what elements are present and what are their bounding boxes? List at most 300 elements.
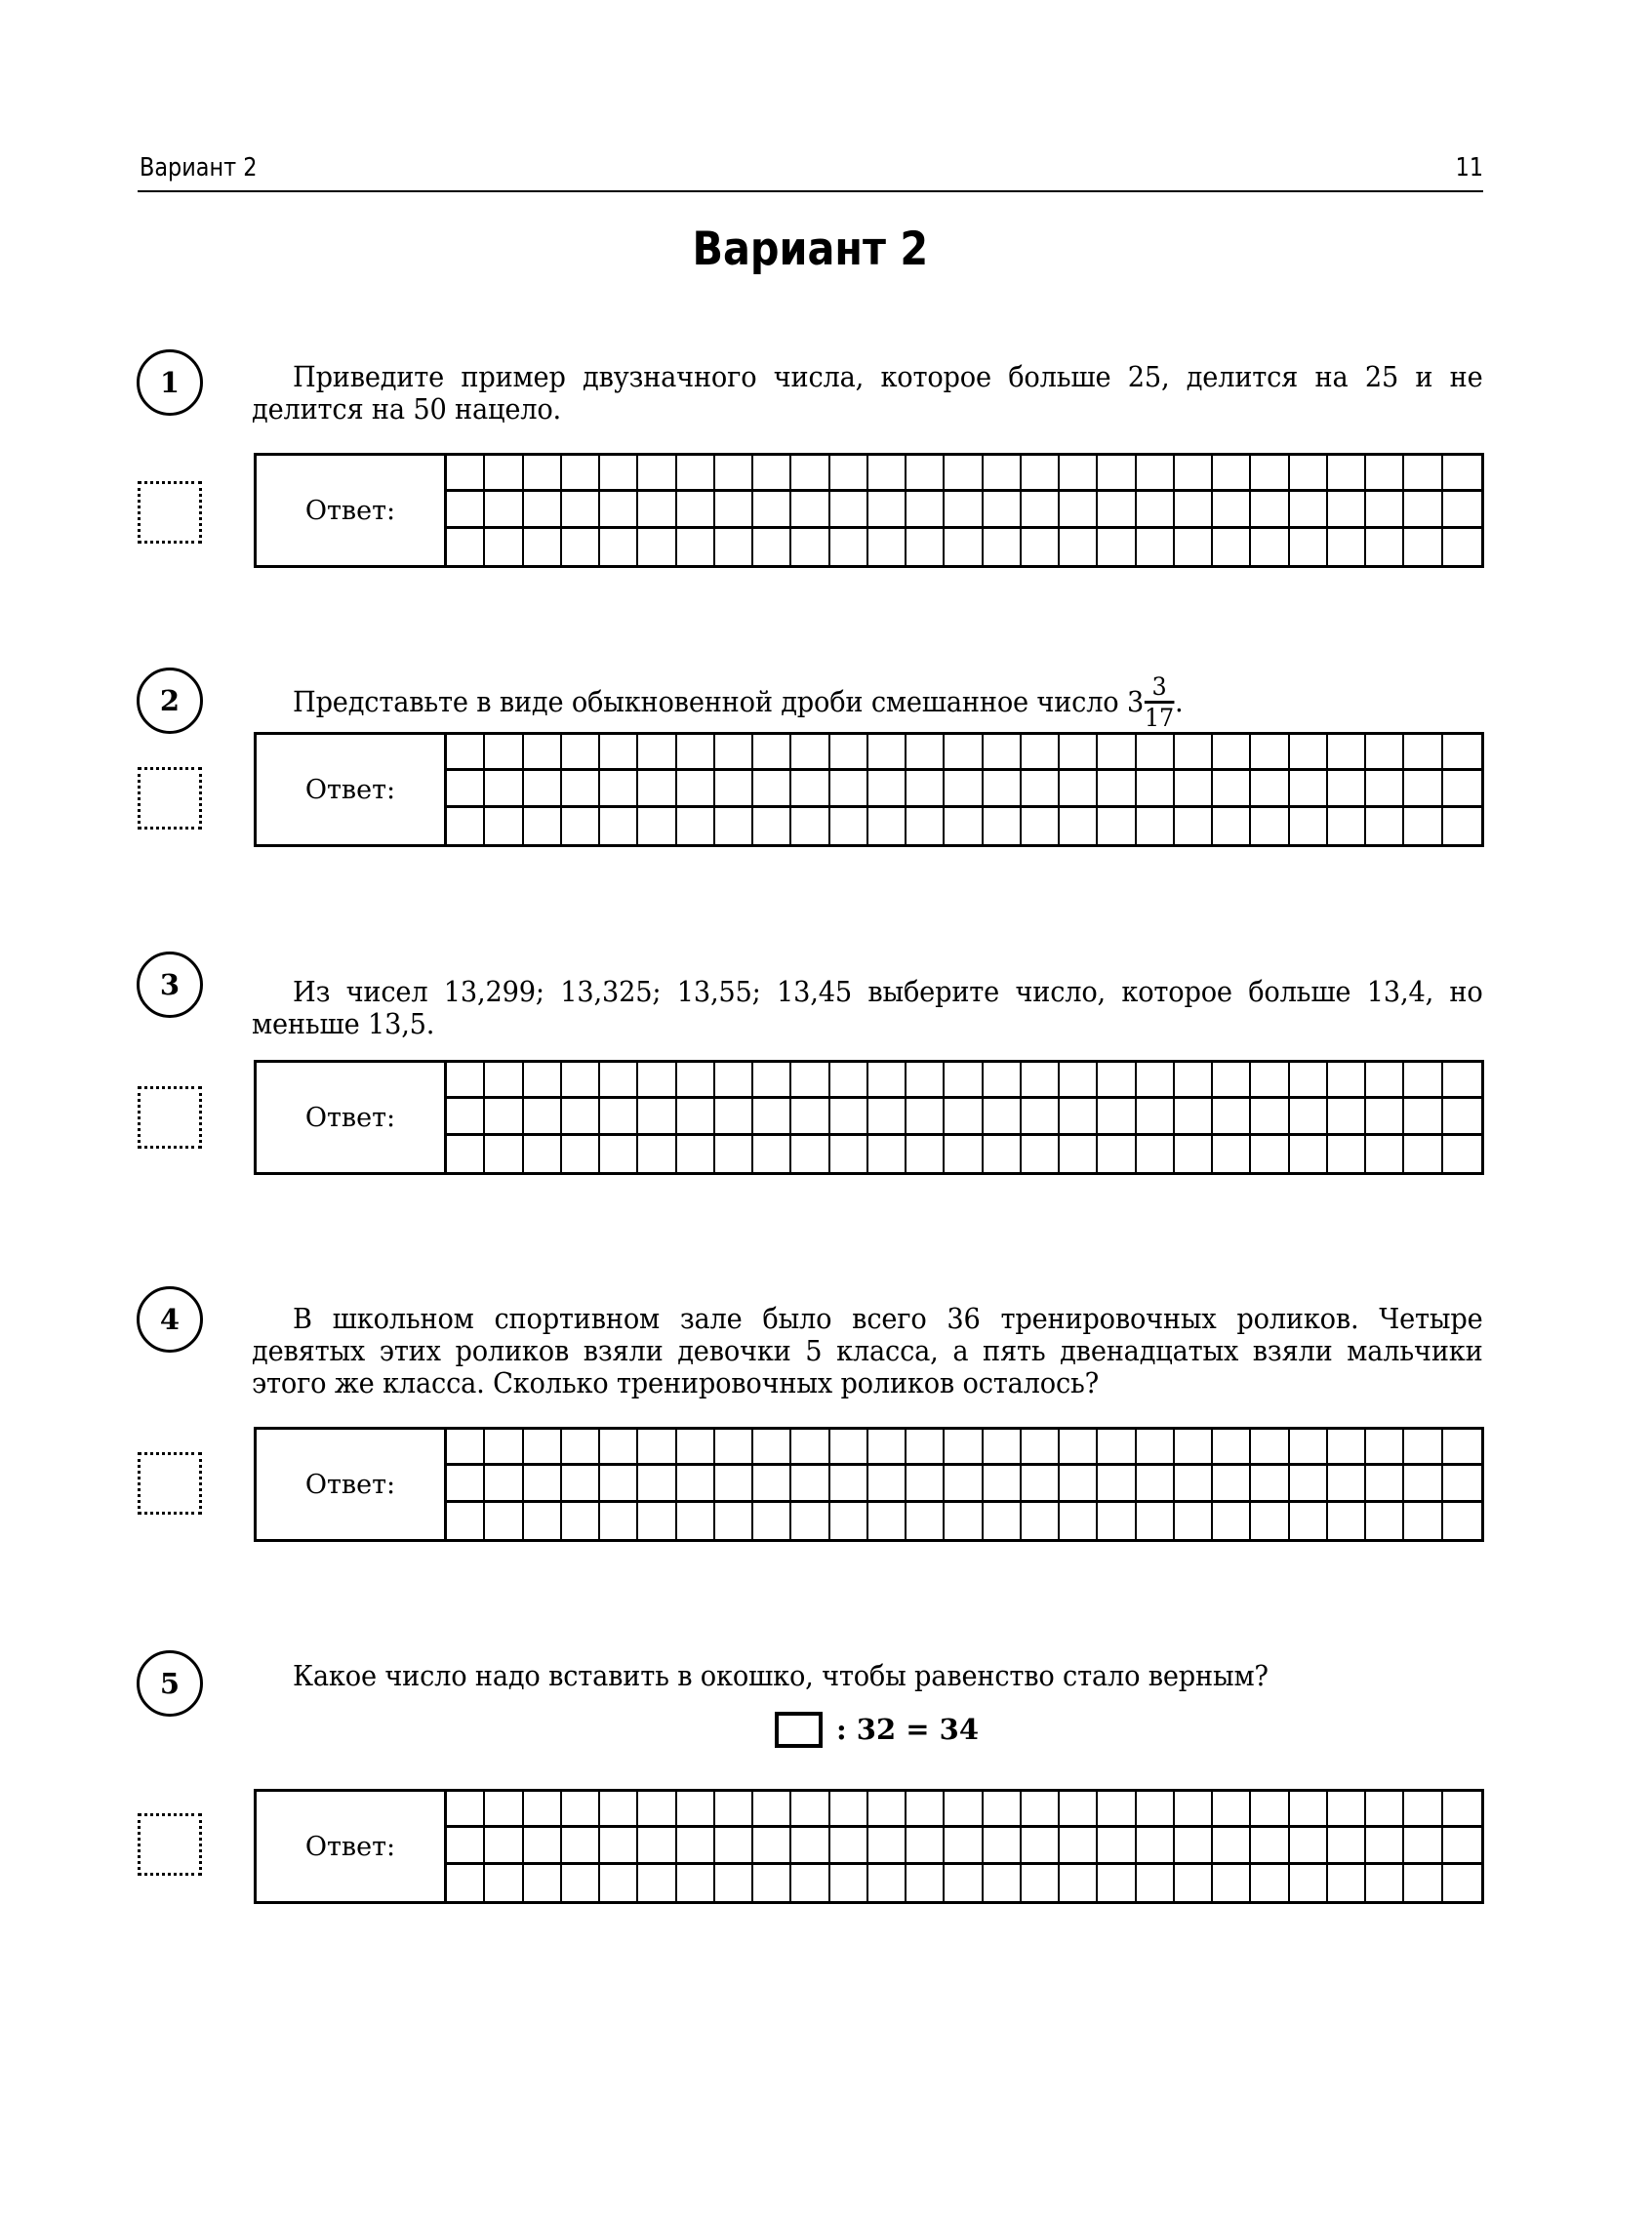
answer-cell[interactable] bbox=[600, 1063, 638, 1099]
answer-cell[interactable] bbox=[1290, 771, 1328, 807]
answer-cell[interactable] bbox=[791, 1136, 829, 1172]
answer-cell[interactable] bbox=[1251, 456, 1289, 492]
answer-cell[interactable] bbox=[945, 1099, 983, 1135]
answer-cell[interactable] bbox=[1022, 1792, 1060, 1828]
answer-cell[interactable] bbox=[1328, 1503, 1366, 1539]
answer-cell[interactable] bbox=[753, 1063, 791, 1099]
answer-cell[interactable] bbox=[945, 1865, 983, 1901]
answer-cell[interactable] bbox=[1213, 529, 1251, 565]
answer-cell[interactable] bbox=[677, 1865, 715, 1901]
answer-cell[interactable] bbox=[447, 529, 485, 565]
answer-cell[interactable] bbox=[1251, 529, 1289, 565]
answer-cell[interactable] bbox=[1290, 492, 1328, 528]
answer-cell[interactable] bbox=[753, 1430, 791, 1466]
answer-cell[interactable] bbox=[715, 1503, 753, 1539]
answer-cell[interactable] bbox=[753, 1466, 791, 1502]
answer-cell[interactable] bbox=[984, 1063, 1022, 1099]
answer-cell[interactable] bbox=[1022, 771, 1060, 807]
answer-cell[interactable] bbox=[562, 1136, 600, 1172]
answer-cell[interactable] bbox=[562, 735, 600, 771]
answer-cell[interactable] bbox=[1098, 1865, 1136, 1901]
answer-cell[interactable] bbox=[1443, 1063, 1481, 1099]
answer-cell[interactable] bbox=[1366, 1503, 1404, 1539]
answer-cell[interactable] bbox=[447, 1792, 485, 1828]
answer-cell[interactable] bbox=[945, 771, 983, 807]
answer-cell[interactable] bbox=[1404, 1503, 1442, 1539]
answer-cell[interactable] bbox=[1060, 1063, 1098, 1099]
score-box[interactable] bbox=[138, 481, 202, 544]
answer-cell[interactable] bbox=[1213, 1136, 1251, 1172]
answer-cell[interactable] bbox=[1022, 1503, 1060, 1539]
answer-cell[interactable] bbox=[791, 1792, 829, 1828]
answer-cell[interactable] bbox=[984, 771, 1022, 807]
answer-cell[interactable] bbox=[907, 771, 945, 807]
answer-cell[interactable] bbox=[1213, 1430, 1251, 1466]
answer-cell[interactable] bbox=[1137, 1099, 1175, 1135]
answer-cell[interactable] bbox=[600, 456, 638, 492]
answer-cell[interactable] bbox=[907, 1792, 945, 1828]
answer-cell[interactable] bbox=[1060, 456, 1098, 492]
answer-cell[interactable] bbox=[868, 492, 907, 528]
answer-cell[interactable] bbox=[1366, 529, 1404, 565]
answer-cell[interactable] bbox=[1175, 1466, 1213, 1502]
answer-cell[interactable] bbox=[830, 1430, 868, 1466]
answer-cell[interactable] bbox=[1290, 1865, 1328, 1901]
score-box[interactable] bbox=[138, 1086, 202, 1149]
answer-cell[interactable] bbox=[753, 1865, 791, 1901]
answer-cell[interactable] bbox=[1251, 1792, 1289, 1828]
answer-cell[interactable] bbox=[830, 808, 868, 844]
answer-cell[interactable] bbox=[485, 1828, 523, 1864]
answer-cell[interactable] bbox=[677, 1466, 715, 1502]
answer-cell[interactable] bbox=[1137, 1430, 1175, 1466]
answer-cell[interactable] bbox=[1098, 1828, 1136, 1864]
answer-cell[interactable] bbox=[600, 1099, 638, 1135]
answer-cell[interactable] bbox=[485, 1503, 523, 1539]
answer-cell[interactable] bbox=[1022, 1136, 1060, 1172]
answer-cell[interactable] bbox=[447, 735, 485, 771]
answer-cell[interactable] bbox=[447, 1430, 485, 1466]
answer-cell[interactable] bbox=[1366, 456, 1404, 492]
answer-cell[interactable] bbox=[1175, 1063, 1213, 1099]
answer-cell[interactable] bbox=[1290, 1136, 1328, 1172]
answer-cell[interactable] bbox=[945, 735, 983, 771]
answer-cell[interactable] bbox=[907, 456, 945, 492]
answer-cell[interactable] bbox=[1443, 771, 1481, 807]
answer-cell[interactable] bbox=[868, 1063, 907, 1099]
answer-cell[interactable] bbox=[1404, 1828, 1442, 1864]
answer-cell[interactable] bbox=[1366, 735, 1404, 771]
answer-cell[interactable] bbox=[562, 1466, 600, 1502]
answer-cell[interactable] bbox=[638, 808, 676, 844]
answer-cell[interactable] bbox=[677, 456, 715, 492]
answer-cell[interactable] bbox=[1098, 735, 1136, 771]
answer-cell[interactable] bbox=[868, 1430, 907, 1466]
answer-cell[interactable] bbox=[638, 1792, 676, 1828]
answer-cell[interactable] bbox=[1022, 1865, 1060, 1901]
answer-cell[interactable] bbox=[791, 771, 829, 807]
answer-cell[interactable] bbox=[1404, 808, 1442, 844]
answer-cell[interactable] bbox=[524, 529, 562, 565]
answer-cell[interactable] bbox=[447, 456, 485, 492]
answer-cell[interactable] bbox=[753, 456, 791, 492]
answer-grid[interactable] bbox=[447, 1063, 1481, 1172]
answer-cell[interactable] bbox=[984, 735, 1022, 771]
answer-cell[interactable] bbox=[984, 808, 1022, 844]
answer-cell[interactable] bbox=[1022, 492, 1060, 528]
answer-cell[interactable] bbox=[1175, 492, 1213, 528]
answer-cell[interactable] bbox=[677, 1828, 715, 1864]
answer-cell[interactable] bbox=[562, 1503, 600, 1539]
answer-cell[interactable] bbox=[945, 492, 983, 528]
answer-cell[interactable] bbox=[1443, 456, 1481, 492]
answer-cell[interactable] bbox=[868, 1136, 907, 1172]
answer-cell[interactable] bbox=[638, 1063, 676, 1099]
answer-cell[interactable] bbox=[1137, 1136, 1175, 1172]
answer-cell[interactable] bbox=[485, 1136, 523, 1172]
answer-cell[interactable] bbox=[524, 1792, 562, 1828]
answer-grid[interactable] bbox=[447, 1430, 1481, 1539]
answer-cell[interactable] bbox=[1175, 1503, 1213, 1539]
answer-cell[interactable] bbox=[1404, 456, 1442, 492]
answer-cell[interactable] bbox=[984, 492, 1022, 528]
answer-cell[interactable] bbox=[600, 808, 638, 844]
answer-cell[interactable] bbox=[638, 771, 676, 807]
answer-cell[interactable] bbox=[1404, 1063, 1442, 1099]
answer-cell[interactable] bbox=[524, 1430, 562, 1466]
answer-cell[interactable] bbox=[524, 735, 562, 771]
answer-cell[interactable] bbox=[1251, 1136, 1289, 1172]
answer-cell[interactable] bbox=[562, 1828, 600, 1864]
answer-cell[interactable] bbox=[1404, 1430, 1442, 1466]
answer-cell[interactable] bbox=[791, 529, 829, 565]
answer-cell[interactable] bbox=[1213, 1865, 1251, 1901]
answer-cell[interactable] bbox=[907, 1503, 945, 1539]
answer-cell[interactable] bbox=[753, 1792, 791, 1828]
answer-cell[interactable] bbox=[1328, 735, 1366, 771]
answer-cell[interactable] bbox=[984, 1865, 1022, 1901]
answer-cell[interactable] bbox=[1290, 1828, 1328, 1864]
answer-cell[interactable] bbox=[945, 1136, 983, 1172]
answer-cell[interactable] bbox=[524, 1063, 562, 1099]
answer-cell[interactable] bbox=[830, 1503, 868, 1539]
answer-cell[interactable] bbox=[753, 529, 791, 565]
answer-cell[interactable] bbox=[1290, 1503, 1328, 1539]
answer-cell[interactable] bbox=[984, 1466, 1022, 1502]
answer-cell[interactable] bbox=[677, 1792, 715, 1828]
answer-cell[interactable] bbox=[1404, 735, 1442, 771]
answer-cell[interactable] bbox=[562, 1430, 600, 1466]
answer-cell[interactable] bbox=[1022, 1099, 1060, 1135]
answer-cell[interactable] bbox=[715, 1063, 753, 1099]
answer-cell[interactable] bbox=[715, 1466, 753, 1502]
answer-cell[interactable] bbox=[1175, 1828, 1213, 1864]
answer-cell[interactable] bbox=[1098, 808, 1136, 844]
answer-cell[interactable] bbox=[1098, 1430, 1136, 1466]
answer-cell[interactable] bbox=[1328, 1430, 1366, 1466]
answer-cell[interactable] bbox=[753, 808, 791, 844]
answer-cell[interactable] bbox=[485, 808, 523, 844]
answer-cell[interactable] bbox=[638, 1865, 676, 1901]
answer-cell[interactable] bbox=[715, 492, 753, 528]
answer-cell[interactable] bbox=[677, 1503, 715, 1539]
answer-cell[interactable] bbox=[485, 1099, 523, 1135]
answer-cell[interactable] bbox=[485, 492, 523, 528]
answer-cell[interactable] bbox=[1098, 771, 1136, 807]
answer-cell[interactable] bbox=[677, 1063, 715, 1099]
answer-cell[interactable] bbox=[1251, 1466, 1289, 1502]
answer-cell[interactable] bbox=[1060, 1136, 1098, 1172]
answer-cell[interactable] bbox=[638, 735, 676, 771]
answer-cell[interactable] bbox=[638, 1430, 676, 1466]
answer-cell[interactable] bbox=[1443, 1865, 1481, 1901]
answer-cell[interactable] bbox=[600, 1792, 638, 1828]
answer-cell[interactable] bbox=[1328, 1828, 1366, 1864]
answer-cell[interactable] bbox=[1251, 1099, 1289, 1135]
answer-cell[interactable] bbox=[715, 1430, 753, 1466]
answer-cell[interactable] bbox=[1251, 771, 1289, 807]
answer-cell[interactable] bbox=[562, 1792, 600, 1828]
answer-cell[interactable] bbox=[1328, 771, 1366, 807]
answer-cell[interactable] bbox=[1137, 456, 1175, 492]
answer-cell[interactable] bbox=[1404, 1865, 1442, 1901]
answer-cell[interactable] bbox=[868, 456, 907, 492]
answer-cell[interactable] bbox=[1443, 1792, 1481, 1828]
answer-cell[interactable] bbox=[830, 735, 868, 771]
answer-cell[interactable] bbox=[1060, 1865, 1098, 1901]
answer-cell[interactable] bbox=[1137, 735, 1175, 771]
answer-cell[interactable] bbox=[1137, 1792, 1175, 1828]
answer-cell[interactable] bbox=[1443, 1466, 1481, 1502]
answer-cell[interactable] bbox=[791, 1063, 829, 1099]
answer-cell[interactable] bbox=[868, 1503, 907, 1539]
answer-cell[interactable] bbox=[753, 771, 791, 807]
answer-cell[interactable] bbox=[907, 735, 945, 771]
answer-cell[interactable] bbox=[677, 1099, 715, 1135]
answer-cell[interactable] bbox=[600, 1865, 638, 1901]
answer-cell[interactable] bbox=[485, 1792, 523, 1828]
answer-cell[interactable] bbox=[868, 1828, 907, 1864]
answer-cell[interactable] bbox=[677, 1430, 715, 1466]
answer-cell[interactable] bbox=[753, 1099, 791, 1135]
answer-cell[interactable] bbox=[715, 456, 753, 492]
answer-cell[interactable] bbox=[524, 492, 562, 528]
answer-cell[interactable] bbox=[638, 1828, 676, 1864]
answer-cell[interactable] bbox=[1290, 1063, 1328, 1099]
answer-cell[interactable] bbox=[1404, 529, 1442, 565]
answer-cell[interactable] bbox=[1251, 1828, 1289, 1864]
answer-cell[interactable] bbox=[447, 1828, 485, 1864]
answer-cell[interactable] bbox=[1328, 1792, 1366, 1828]
answer-cell[interactable] bbox=[984, 456, 1022, 492]
answer-cell[interactable] bbox=[1366, 771, 1404, 807]
answer-cell[interactable] bbox=[562, 456, 600, 492]
answer-cell[interactable] bbox=[945, 808, 983, 844]
answer-cell[interactable] bbox=[1175, 1792, 1213, 1828]
answer-cell[interactable] bbox=[1213, 808, 1251, 844]
answer-cell[interactable] bbox=[1175, 1136, 1213, 1172]
answer-cell[interactable] bbox=[830, 771, 868, 807]
answer-cell[interactable] bbox=[1290, 1430, 1328, 1466]
answer-cell[interactable] bbox=[485, 1063, 523, 1099]
answer-cell[interactable] bbox=[562, 808, 600, 844]
answer-cell[interactable] bbox=[562, 492, 600, 528]
answer-cell[interactable] bbox=[791, 808, 829, 844]
answer-cell[interactable] bbox=[907, 492, 945, 528]
answer-cell[interactable] bbox=[1098, 1063, 1136, 1099]
answer-cell[interactable] bbox=[945, 1828, 983, 1864]
answer-cell[interactable] bbox=[1060, 771, 1098, 807]
score-box[interactable] bbox=[138, 767, 202, 830]
answer-cell[interactable] bbox=[1251, 492, 1289, 528]
answer-cell[interactable] bbox=[1060, 1430, 1098, 1466]
answer-cell[interactable] bbox=[1251, 1503, 1289, 1539]
answer-cell[interactable] bbox=[638, 1466, 676, 1502]
answer-cell[interactable] bbox=[1213, 492, 1251, 528]
answer-cell[interactable] bbox=[485, 456, 523, 492]
answer-cell[interactable] bbox=[868, 529, 907, 565]
answer-cell[interactable] bbox=[1251, 1063, 1289, 1099]
answer-cell[interactable] bbox=[1328, 1099, 1366, 1135]
answer-cell[interactable] bbox=[1060, 1466, 1098, 1502]
answer-cell[interactable] bbox=[1328, 456, 1366, 492]
answer-cell[interactable] bbox=[1022, 529, 1060, 565]
answer-cell[interactable] bbox=[907, 1136, 945, 1172]
answer-cell[interactable] bbox=[1060, 1099, 1098, 1135]
answer-cell[interactable] bbox=[485, 529, 523, 565]
answer-cell[interactable] bbox=[791, 1099, 829, 1135]
answer-cell[interactable] bbox=[677, 735, 715, 771]
answer-cell[interactable] bbox=[1328, 529, 1366, 565]
answer-cell[interactable] bbox=[447, 1063, 485, 1099]
answer-cell[interactable] bbox=[447, 492, 485, 528]
answer-cell[interactable] bbox=[1366, 1063, 1404, 1099]
answer-cell[interactable] bbox=[638, 492, 676, 528]
answer-cell[interactable] bbox=[485, 735, 523, 771]
answer-cell[interactable] bbox=[1328, 492, 1366, 528]
answer-cell[interactable] bbox=[447, 1503, 485, 1539]
answer-cell[interactable] bbox=[791, 1430, 829, 1466]
answer-cell[interactable] bbox=[1328, 1466, 1366, 1502]
answer-cell[interactable] bbox=[524, 456, 562, 492]
answer-cell[interactable] bbox=[447, 1136, 485, 1172]
answer-cell[interactable] bbox=[1290, 456, 1328, 492]
answer-cell[interactable] bbox=[907, 1466, 945, 1502]
answer-cell[interactable] bbox=[868, 1466, 907, 1502]
answer-cell[interactable] bbox=[753, 735, 791, 771]
answer-cell[interactable] bbox=[1022, 1063, 1060, 1099]
answer-cell[interactable] bbox=[753, 1503, 791, 1539]
answer-cell[interactable] bbox=[447, 771, 485, 807]
answer-cell[interactable] bbox=[1060, 735, 1098, 771]
answer-cell[interactable] bbox=[830, 1063, 868, 1099]
answer-cell[interactable] bbox=[715, 771, 753, 807]
answer-cell[interactable] bbox=[984, 1430, 1022, 1466]
answer-cell[interactable] bbox=[945, 1792, 983, 1828]
answer-cell[interactable] bbox=[600, 1136, 638, 1172]
answer-cell[interactable] bbox=[1137, 1063, 1175, 1099]
answer-cell[interactable] bbox=[638, 529, 676, 565]
answer-cell[interactable] bbox=[830, 1099, 868, 1135]
answer-cell[interactable] bbox=[1213, 1792, 1251, 1828]
answer-cell[interactable] bbox=[1404, 1792, 1442, 1828]
answer-cell[interactable] bbox=[791, 456, 829, 492]
answer-cell[interactable] bbox=[830, 492, 868, 528]
answer-cell[interactable] bbox=[1022, 735, 1060, 771]
answer-cell[interactable] bbox=[984, 529, 1022, 565]
answer-cell[interactable] bbox=[715, 1136, 753, 1172]
answer-cell[interactable] bbox=[1366, 1099, 1404, 1135]
answer-cell[interactable] bbox=[868, 808, 907, 844]
answer-cell[interactable] bbox=[715, 735, 753, 771]
answer-cell[interactable] bbox=[1098, 1099, 1136, 1135]
answer-cell[interactable] bbox=[1175, 1430, 1213, 1466]
answer-cell[interactable] bbox=[791, 1865, 829, 1901]
answer-cell[interactable] bbox=[945, 1466, 983, 1502]
answer-cell[interactable] bbox=[1060, 1828, 1098, 1864]
answer-cell[interactable] bbox=[945, 1063, 983, 1099]
answer-cell[interactable] bbox=[715, 529, 753, 565]
answer-cell[interactable] bbox=[1098, 1466, 1136, 1502]
answer-cell[interactable] bbox=[1251, 735, 1289, 771]
answer-cell[interactable] bbox=[485, 1466, 523, 1502]
answer-cell[interactable] bbox=[1137, 771, 1175, 807]
answer-cell[interactable] bbox=[1175, 456, 1213, 492]
answer-cell[interactable] bbox=[1175, 529, 1213, 565]
answer-cell[interactable] bbox=[1443, 1430, 1481, 1466]
answer-cell[interactable] bbox=[1137, 1865, 1175, 1901]
answer-cell[interactable] bbox=[600, 492, 638, 528]
answer-cell[interactable] bbox=[562, 1099, 600, 1135]
answer-cell[interactable] bbox=[1290, 808, 1328, 844]
answer-cell[interactable] bbox=[524, 1136, 562, 1172]
answer-cell[interactable] bbox=[1137, 492, 1175, 528]
answer-cell[interactable] bbox=[1098, 456, 1136, 492]
answer-grid[interactable] bbox=[447, 735, 1481, 844]
answer-cell[interactable] bbox=[1213, 735, 1251, 771]
answer-cell[interactable] bbox=[1251, 1865, 1289, 1901]
answer-cell[interactable] bbox=[715, 1099, 753, 1135]
answer-cell[interactable] bbox=[868, 771, 907, 807]
answer-cell[interactable] bbox=[1060, 1503, 1098, 1539]
answer-cell[interactable] bbox=[1137, 1828, 1175, 1864]
answer-cell[interactable] bbox=[524, 1099, 562, 1135]
answer-cell[interactable] bbox=[984, 1136, 1022, 1172]
answer-cell[interactable] bbox=[447, 1865, 485, 1901]
answer-cell[interactable] bbox=[715, 1865, 753, 1901]
answer-cell[interactable] bbox=[753, 1828, 791, 1864]
answer-cell[interactable] bbox=[638, 1503, 676, 1539]
answer-cell[interactable] bbox=[485, 1430, 523, 1466]
answer-cell[interactable] bbox=[1060, 529, 1098, 565]
answer-cell[interactable] bbox=[1098, 1136, 1136, 1172]
score-box[interactable] bbox=[138, 1813, 202, 1876]
answer-cell[interactable] bbox=[524, 1466, 562, 1502]
answer-cell[interactable] bbox=[1366, 1136, 1404, 1172]
answer-cell[interactable] bbox=[984, 1099, 1022, 1135]
answer-cell[interactable] bbox=[715, 1792, 753, 1828]
answer-cell[interactable] bbox=[1251, 808, 1289, 844]
answer-cell[interactable] bbox=[1290, 1792, 1328, 1828]
answer-cell[interactable] bbox=[524, 1828, 562, 1864]
answer-cell[interactable] bbox=[945, 529, 983, 565]
answer-cell[interactable] bbox=[638, 456, 676, 492]
answer-cell[interactable] bbox=[1443, 1099, 1481, 1135]
answer-cell[interactable] bbox=[907, 1063, 945, 1099]
answer-cell[interactable] bbox=[1098, 529, 1136, 565]
answer-cell[interactable] bbox=[1366, 1466, 1404, 1502]
answer-cell[interactable] bbox=[1060, 1792, 1098, 1828]
